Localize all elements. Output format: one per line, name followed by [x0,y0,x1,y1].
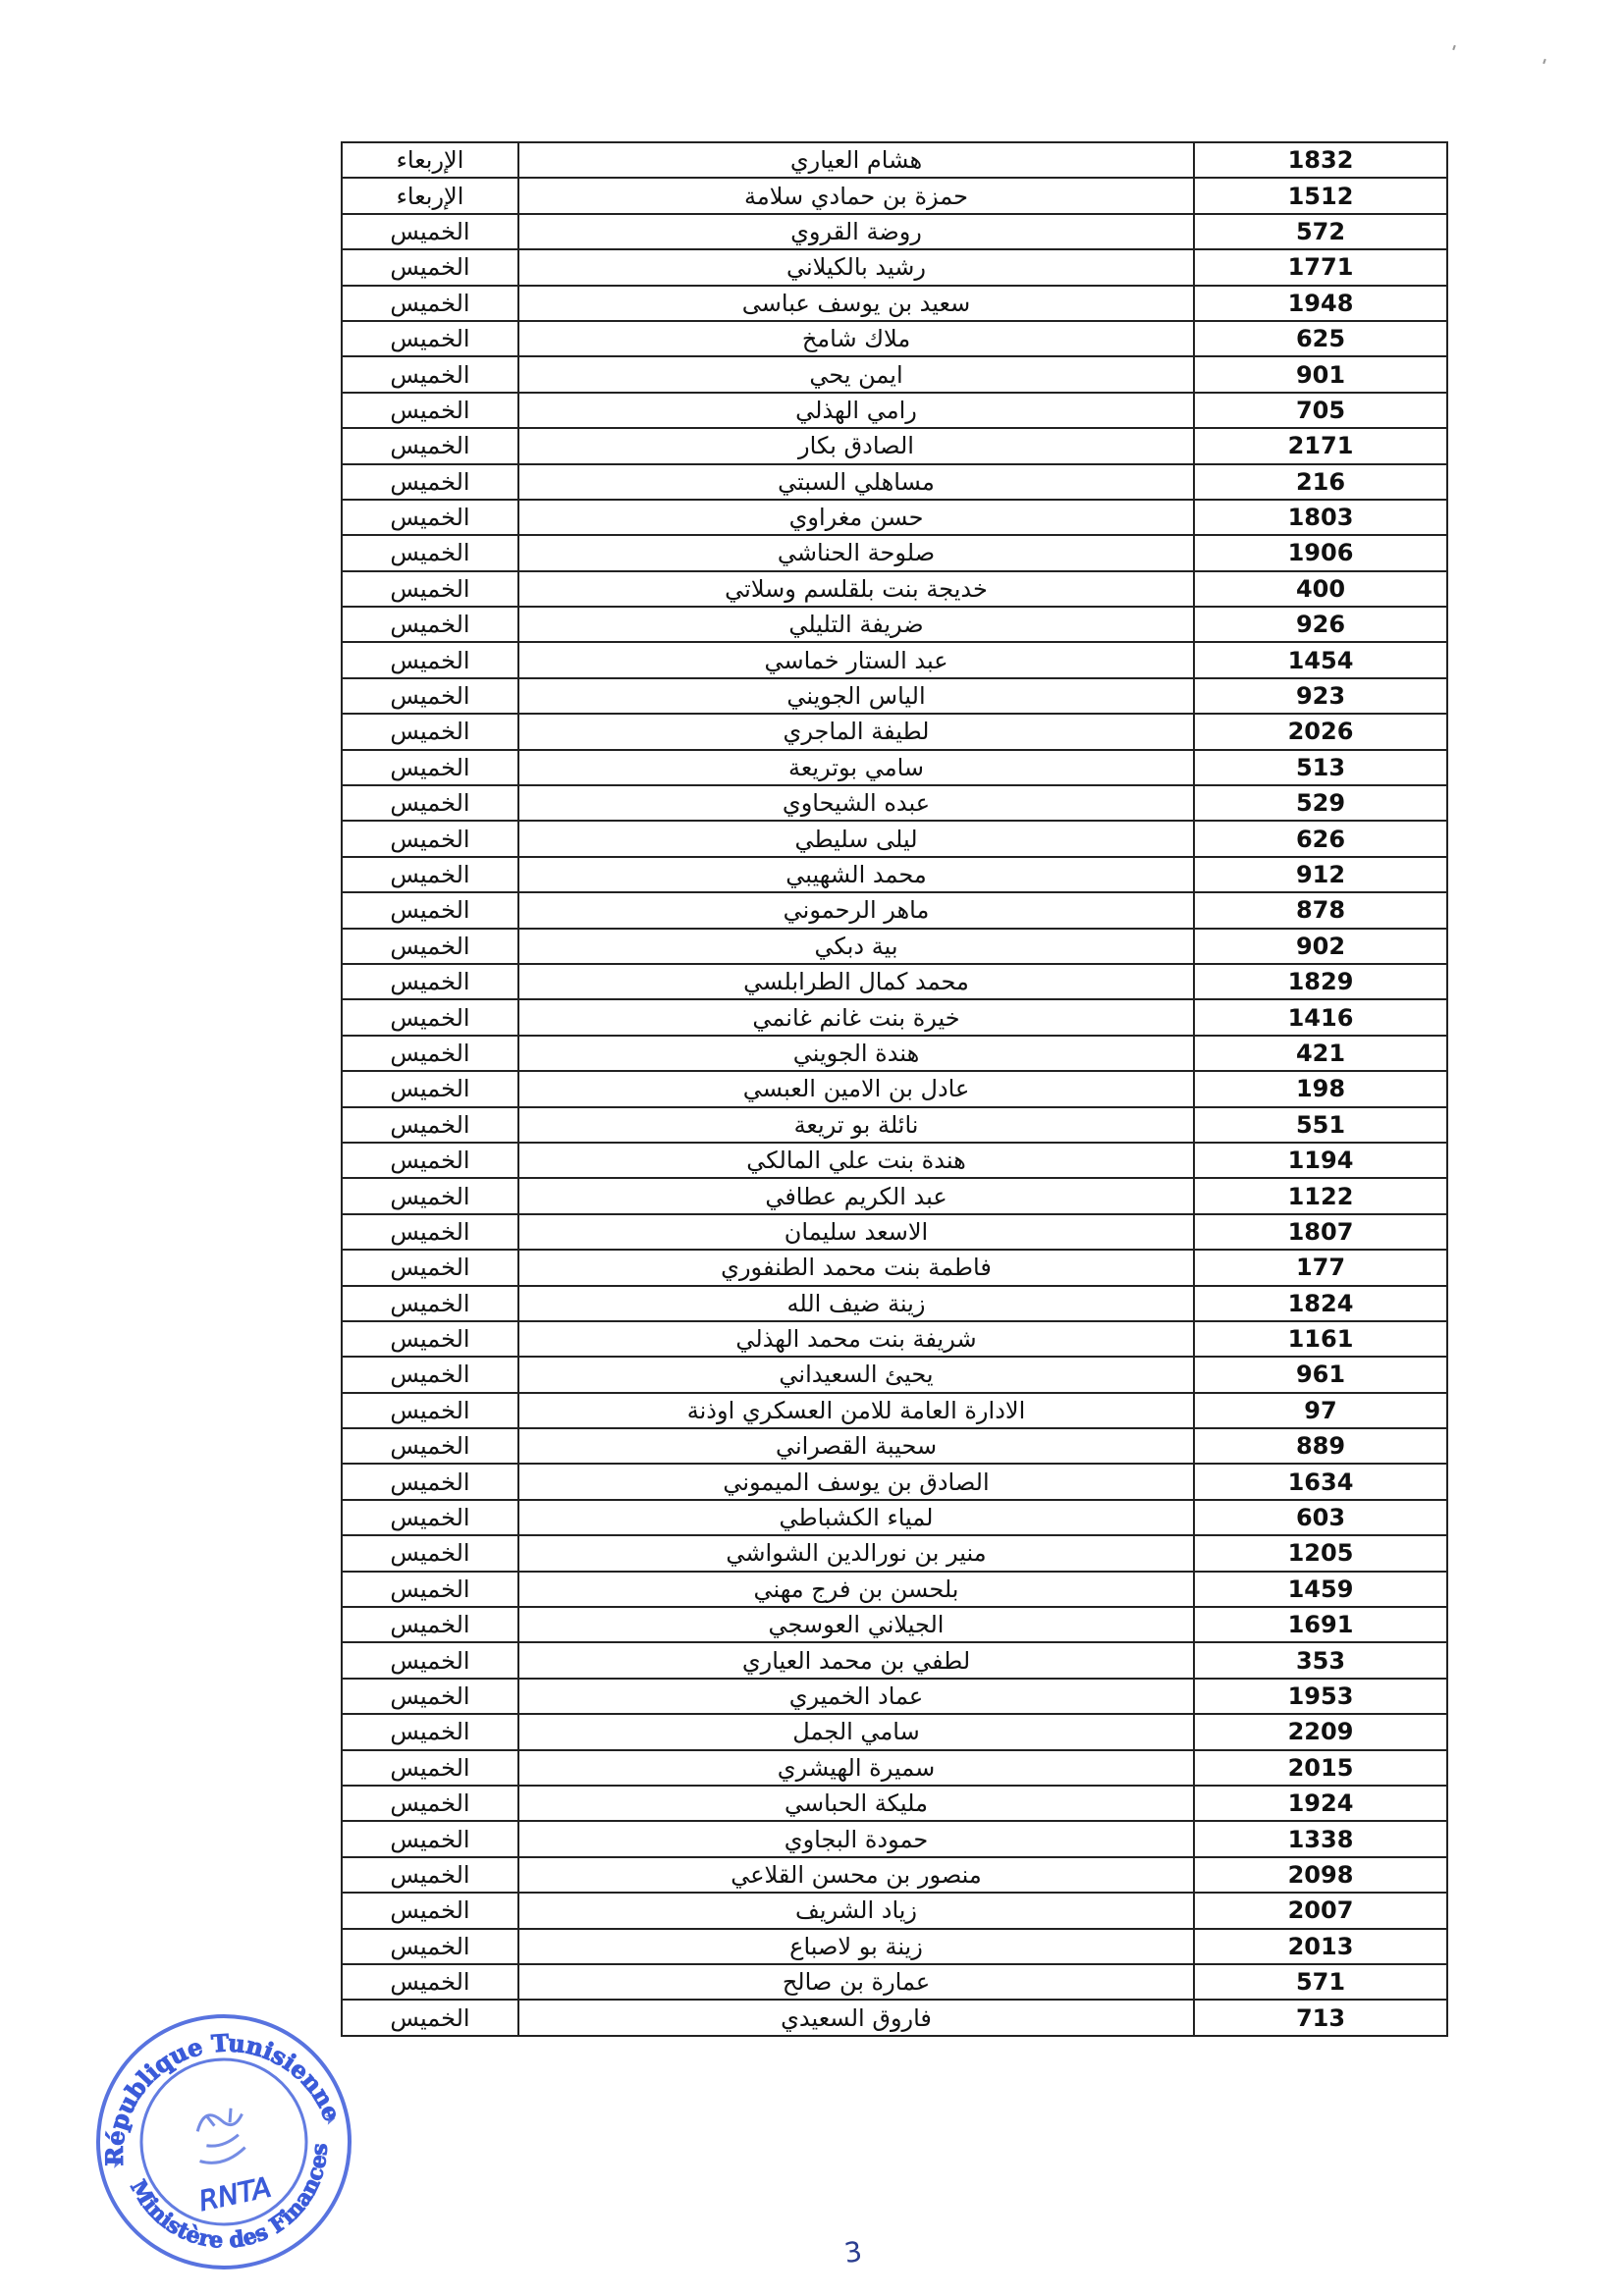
day-cell: الخميس [342,500,518,535]
table-row [342,1214,1447,1250]
day-cell: الخميس [342,1929,518,1964]
name-cell: يحيئ السعيداني [518,1357,1194,1392]
day-cell: الخميس [342,249,518,285]
id-cell: 878 [1194,892,1447,928]
table-row [342,1071,1447,1106]
day-cell: الخميس [342,393,518,428]
day-cell: الخميس [342,356,518,392]
day-cell: الخميس [342,464,518,500]
name-cell: بلحسن بن فرج مهني [518,1572,1194,1607]
id-cell: 1691 [1194,1607,1447,1642]
id-cell: 1416 [1194,999,1447,1035]
id-cell: 1832 [1194,142,1447,178]
day-cell: الخميس [342,1143,518,1178]
table-row [342,535,1447,570]
id-cell: 1771 [1194,249,1447,285]
table-row [342,571,1447,607]
day-cell: الخميس [342,1286,518,1321]
name-cell: الاسعد سليمان [518,1214,1194,1250]
name-cell: زياد الشريف [518,1893,1194,1928]
id-cell: 2209 [1194,1714,1447,1749]
id-cell: 2171 [1194,428,1447,463]
table-row [342,321,1447,356]
id-cell: 1459 [1194,1572,1447,1607]
page-number: 3 [841,2234,865,2270]
name-cell: خيرة بنت غانم غانمي [518,999,1194,1035]
name-cell: نائلة بو تريعة [518,1107,1194,1143]
day-cell: الخميس [342,607,518,642]
day-cell: الخميس [342,964,518,999]
name-cell: صلوحة الحناشي [518,535,1194,570]
name-cell: ليلى سليطي [518,821,1194,856]
stamp-outer-text: République Tunisienne [99,2028,348,2166]
table-row [342,642,1447,677]
id-cell: 1948 [1194,286,1447,321]
name-cell: عادل بن الامين العبسي [518,1071,1194,1106]
day-cell: الخميس [342,1357,518,1392]
name-cell: روضة القروي [518,214,1194,249]
id-cell: 705 [1194,393,1447,428]
table-row [342,857,1447,892]
id-cell: 626 [1194,821,1447,856]
name-cell: لطيفة الماجري [518,714,1194,749]
day-cell: الخميس [342,785,518,821]
name-cell: عبد الكريم عطافي [518,1178,1194,1213]
records-table-body [342,142,1447,2036]
id-cell: 1807 [1194,1214,1447,1250]
table-row [342,929,1447,964]
name-cell: هندة بنت علي المالكي [518,1143,1194,1178]
day-cell: الخميس [342,1750,518,1786]
id-cell: 2098 [1194,1857,1447,1893]
table-row [342,1679,1447,1714]
day-cell: الخميس [342,1250,518,1285]
id-cell: 2007 [1194,1893,1447,1928]
table-row [342,785,1447,821]
day-cell: الخميس [342,1572,518,1607]
name-cell: زينة ضيف الله [518,1286,1194,1321]
table-row [342,500,1447,535]
day-cell: الخميس [342,750,518,785]
day-cell: الخميس [342,1428,518,1464]
name-cell: حمزة بن حمادي سلامة [518,178,1194,213]
day-cell: الخميس [342,999,518,1035]
name-cell: عبد الستار خماسي [518,642,1194,677]
records-table [341,141,1448,2037]
table-row [342,964,1447,999]
day-cell: الخميس [342,2000,518,2035]
day-cell: الخميس [342,678,518,714]
id-cell: 625 [1194,321,1447,356]
day-cell: الخميس [342,1214,518,1250]
id-cell: 2015 [1194,1750,1447,1786]
day-cell: الخميس [342,929,518,964]
name-cell: مليكة الحباسي [518,1786,1194,1821]
name-cell: هشام العياري [518,142,1194,178]
day-cell: الإربعاء [342,142,518,178]
table-row [342,464,1447,500]
scan-speck [1452,45,1456,50]
name-cell: سميرة الهيشري [518,1750,1194,1786]
day-cell: الخميس [342,857,518,892]
day-cell: الخميس [342,1107,518,1143]
table-row [342,1642,1447,1678]
id-cell: 912 [1194,857,1447,892]
table-row [342,1143,1447,1178]
table-row [342,1857,1447,1893]
id-cell: 1824 [1194,1286,1447,1321]
id-cell: 513 [1194,750,1447,785]
table-row [342,214,1447,249]
id-cell: 400 [1194,571,1447,607]
id-cell: 177 [1194,1250,1447,1285]
name-cell: الصادق بكار [518,428,1194,463]
day-cell: الخميس [342,214,518,249]
id-cell: 1454 [1194,642,1447,677]
id-cell: 1906 [1194,535,1447,570]
name-cell: سعيد بن يوسف عباسى [518,286,1194,321]
day-cell: الخميس [342,1464,518,1499]
id-cell: 421 [1194,1036,1447,1071]
name-cell: حمودة البجاوي [518,1821,1194,1856]
id-cell: 961 [1194,1357,1447,1392]
day-cell: الخميس [342,571,518,607]
table-row [342,1572,1447,1607]
day-cell: الخميس [342,1714,518,1749]
id-cell: 572 [1194,214,1447,249]
day-cell: الخميس [342,1786,518,1821]
table-row [342,1393,1447,1428]
name-cell: سحيبة القصراني [518,1428,1194,1464]
table-row [342,1964,1447,2000]
table-row [342,999,1447,1035]
table-row [342,2000,1447,2035]
name-cell: عمارة بن صالح [518,1964,1194,2000]
table-row [342,821,1447,856]
table-row [342,892,1447,928]
day-cell: الخميس [342,1393,518,1428]
name-cell: شريفة بنت محمد الهذلي [518,1321,1194,1357]
day-cell: الخميس [342,642,518,677]
name-cell: لطفي بن محمد العياري [518,1642,1194,1678]
table-row [342,1786,1447,1821]
name-cell: عماد الخميري [518,1679,1194,1714]
table-row [342,750,1447,785]
name-cell: رشيد بالكيلاني [518,249,1194,285]
name-cell: بية دبكي [518,929,1194,964]
day-cell: الخميس [342,1178,518,1213]
id-cell: 603 [1194,1500,1447,1535]
table-row [342,607,1447,642]
id-cell: 1194 [1194,1143,1447,1178]
day-cell: الخميس [342,1500,518,1535]
day-cell: الخميس [342,1857,518,1893]
name-cell: ملاك شامخ [518,321,1194,356]
table-row [342,1178,1447,1213]
day-cell: الخميس [342,428,518,463]
table-row [342,1428,1447,1464]
name-cell: الجيلاني العوسجي [518,1607,1194,1642]
day-cell: الخميس [342,286,518,321]
id-cell: 353 [1194,1642,1447,1678]
id-cell: 216 [1194,464,1447,500]
table-row [342,1107,1447,1143]
table-row [342,356,1447,392]
table-row [342,249,1447,285]
id-cell: 551 [1194,1107,1447,1143]
day-cell: الخميس [342,714,518,749]
table-row [342,678,1447,714]
id-cell: 571 [1194,1964,1447,2000]
name-cell: الياس الجويني [518,678,1194,714]
id-cell: 1924 [1194,1786,1447,1821]
day-cell: الخميس [342,892,518,928]
stamp-center-text: RNTA [195,2170,274,2218]
table-row [342,178,1447,213]
name-cell: محمد الشهيبي [518,857,1194,892]
id-cell: 926 [1194,607,1447,642]
id-cell: 1634 [1194,1464,1447,1499]
scan-speck [1542,59,1546,64]
id-cell: 923 [1194,678,1447,714]
table-row [342,1500,1447,1535]
table-row [342,1250,1447,1285]
name-cell: حسن مغراوي [518,500,1194,535]
day-cell: الخميس [342,1964,518,2000]
table-row [342,1357,1447,1392]
table-row [342,286,1447,321]
table-row [342,1321,1447,1357]
id-cell: 1512 [1194,178,1447,213]
id-cell: 902 [1194,929,1447,964]
day-cell: الخميس [342,1071,518,1106]
id-cell: 1953 [1194,1679,1447,1714]
name-cell: ايمن يحي [518,356,1194,392]
id-cell: 97 [1194,1393,1447,1428]
stamp-bottom-text: Ministère des Finances [125,2142,333,2254]
name-cell: سامي الجمل [518,1714,1194,1749]
day-cell: الإربعاء [342,178,518,213]
name-cell: محمد كمال الطرابلسي [518,964,1194,999]
name-cell: فاطمة بنت محمد الطنفوري [518,1250,1194,1285]
name-cell: سامي بوتريعة [518,750,1194,785]
day-cell: الخميس [342,321,518,356]
name-cell: هندة الجويني [518,1036,1194,1071]
table-row [342,1714,1447,1749]
table-row [342,142,1447,178]
name-cell: عبده الشيحاوي [518,785,1194,821]
day-cell: الخميس [342,1535,518,1571]
id-cell: 1122 [1194,1178,1447,1213]
name-cell: مساهلي السبتي [518,464,1194,500]
table-row [342,1286,1447,1321]
day-cell: الخميس [342,821,518,856]
table-row [342,1929,1447,1964]
day-cell: الخميس [342,1036,518,1071]
name-cell: الادارة العامة للامن العسكري اوذنة [518,1393,1194,1428]
table-row [342,1036,1447,1071]
table-row [342,1750,1447,1786]
day-cell: الخميس [342,535,518,570]
table-row [342,393,1447,428]
name-cell: زينة بو لاصباع [518,1929,1194,1964]
name-cell: منصور بن محسن القلاعي [518,1857,1194,1893]
name-cell: خديجة بنت بلقلسم وسلاتي [518,571,1194,607]
id-cell: 1803 [1194,500,1447,535]
id-cell: 2026 [1194,714,1447,749]
name-cell: ماهر الرحموني [518,892,1194,928]
id-cell: 1161 [1194,1321,1447,1357]
id-cell: 1338 [1194,1821,1447,1856]
day-cell: الخميس [342,1321,518,1357]
day-cell: الخميس [342,1607,518,1642]
id-cell: 2013 [1194,1929,1447,1964]
table-row [342,1607,1447,1642]
id-cell: 529 [1194,785,1447,821]
id-cell: 901 [1194,356,1447,392]
table-row [342,1464,1447,1499]
ministry-stamp [90,2008,357,2275]
table-row [342,714,1447,749]
id-cell: 198 [1194,1071,1447,1106]
id-cell: 1829 [1194,964,1447,999]
table-row [342,1535,1447,1571]
day-cell: الخميس [342,1642,518,1678]
name-cell: رامي الهذلي [518,393,1194,428]
id-cell: 889 [1194,1428,1447,1464]
table-row [342,1821,1447,1856]
name-cell: الصادق بن يوسف الميموني [518,1464,1194,1499]
day-cell: الخميس [342,1821,518,1856]
id-cell: 1205 [1194,1535,1447,1571]
name-cell: منير بن نورالدين الشواشي [518,1535,1194,1571]
name-cell: ضريفة التليلي [518,607,1194,642]
name-cell: لمياء الكشباطي [518,1500,1194,1535]
name-cell: فاروق السعيدي [518,2000,1194,2035]
day-cell: الخميس [342,1893,518,1928]
day-cell: الخميس [342,1679,518,1714]
table-row [342,1893,1447,1928]
id-cell: 713 [1194,2000,1447,2035]
table-row [342,428,1447,463]
